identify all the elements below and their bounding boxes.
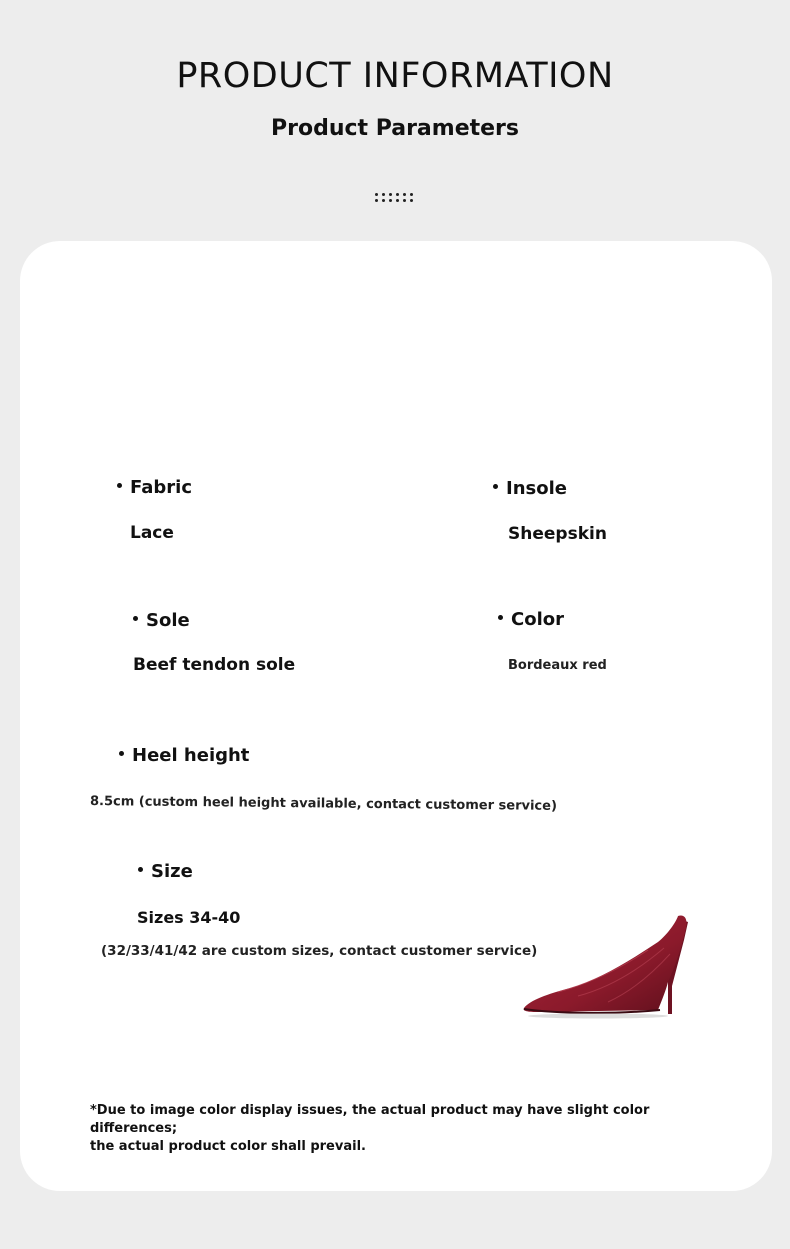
high-heel-shoe-image <box>518 910 698 1020</box>
bullet-icon <box>498 615 503 620</box>
size-label-text: Size <box>151 861 193 882</box>
sole-value: Beef tendon sole <box>133 655 296 675</box>
bullet-icon <box>117 483 122 488</box>
disclaimer-line-2: the actual product color shall prevail. <box>90 1139 366 1154</box>
heel-height-value: 8.5cm (custom heel height available, contact customer service) <box>89 794 558 814</box>
sole-label-text: Sole <box>146 610 190 631</box>
size-value: Sizes 34-40 <box>137 908 241 927</box>
color-label-text: Color <box>511 609 564 630</box>
fabric-label <box>117 476 192 500</box>
insole-label <box>493 477 567 501</box>
color-value: Bordeaux red <box>508 658 607 673</box>
fabric-value: Lace <box>130 523 174 543</box>
size-label <box>138 860 193 884</box>
page-subtitle: Product Parameters <box>270 116 519 141</box>
sole-label <box>133 609 190 633</box>
disclaimer-line-1: *Due to image color display issues, the actual product may have slight color differences; <box>90 1103 650 1136</box>
heel-height-label <box>119 744 249 768</box>
size-note: (32/33/41/42 are custom sizes, contact customer service) <box>101 943 538 959</box>
insole-value: Sheepskin <box>508 524 607 544</box>
bullet-icon <box>138 867 143 872</box>
fabric-label-text: Fabric <box>130 477 192 498</box>
color-disclaimer <box>90 1102 710 1156</box>
insole-label-text: Insole <box>506 478 567 499</box>
dots-divider-icon <box>375 193 417 205</box>
bullet-icon <box>119 751 124 756</box>
bullet-icon <box>493 484 498 489</box>
product-info-card <box>20 241 772 1191</box>
heel-height-label-text: Heel height <box>132 745 250 766</box>
bullet-icon <box>133 616 138 621</box>
color-label <box>498 608 564 632</box>
page-title: PRODUCT INFORMATION <box>176 56 614 96</box>
